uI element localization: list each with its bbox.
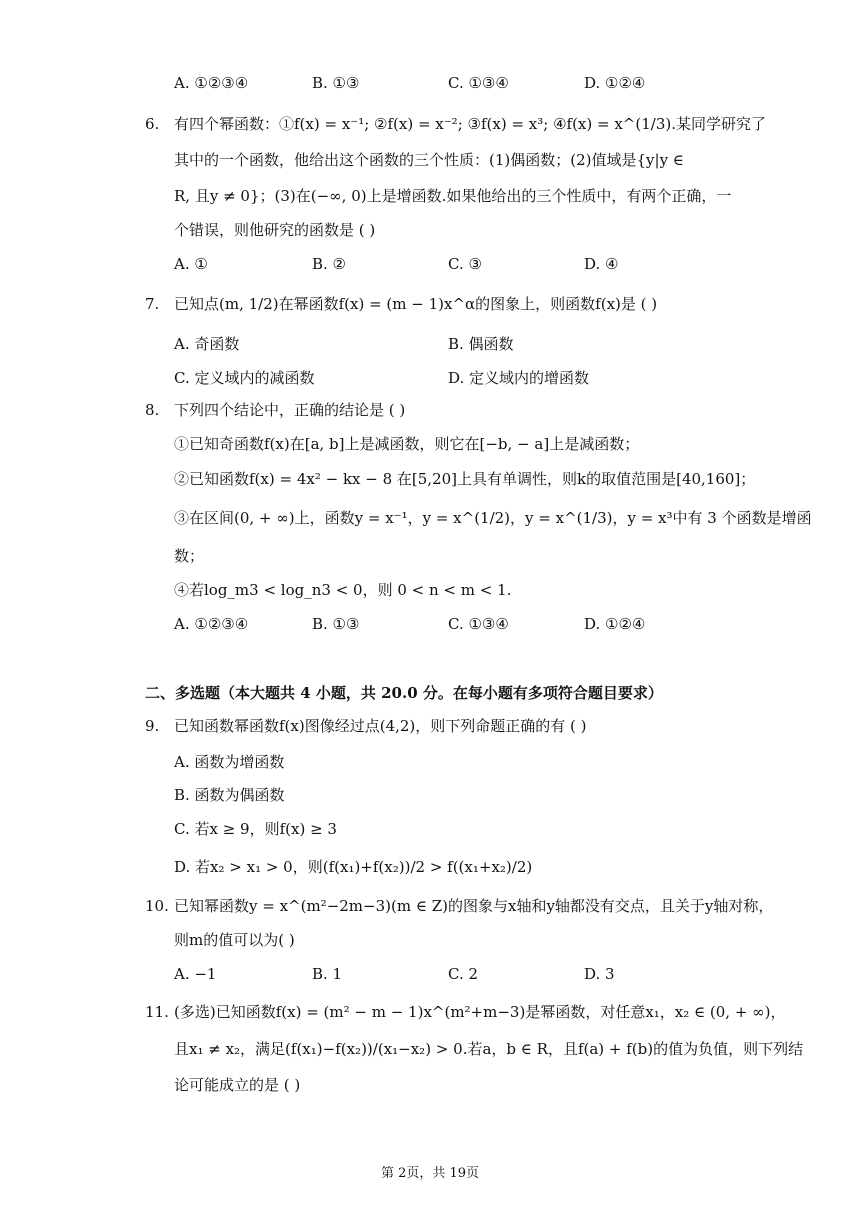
q7-option-d: D. 定义域内的增函数 [448,369,590,387]
q6-line-3: R, 且y ≠ 0}；(3)在(−∞, 0)上是增函数.如果他给出的三个性质中，有两个正确，一 [174,187,732,205]
section-heading: 二、多选题（本大题共 4 小题，共 20.0 分。在每小题有多项符合题目要求） [145,684,663,702]
q11-line-3: 论可能成立的是 ( ) [174,1076,301,1094]
q11-number: 11. [145,1003,169,1021]
q8-number: 8. [145,401,160,419]
q10-option-d: D. 3 [584,965,615,983]
q10-line-2: 则m的值可以为( ) [174,931,295,949]
q5-option-b: B. ①③ [312,74,360,92]
q8-statement-1: ①已知奇函数f(x)在[a, b]上是减函数，则它在[−b, − a]上是减函数； [174,435,640,453]
q6-option-c: C. ③ [448,255,482,273]
q8-statement-4: ④若log_m3 < log_n3 < 0，则 0 < n < m < 1. [174,581,512,599]
q10-option-c: C. 2 [448,965,479,983]
q8-line-1: 下列四个结论中，正确的结论是 ( ) [174,401,406,419]
q7-option-a: A. 奇函数 [174,335,240,353]
q8-option-a: A. ①②③④ [174,615,249,633]
q8-statement-2: ②已知函数f(x) = 4x² − kx − 8 在[5,20]上具有单调性，则k的取值范围是[40,160]； [174,470,756,488]
q6-option-d: D. ④ [584,255,619,273]
q6-option-a: A. ① [174,255,208,273]
q8-option-b: B. ①③ [312,615,360,633]
q9-line-1: 已知函数幂函数f(x)图像经过点(4,2)，则下列命题正确的有 ( ) [174,717,587,735]
q10-number: 10. [145,897,169,915]
q7-line-1: 已知点(m, 1/2)在幂函数f(x) = (m − 1)x^α的图象上，则函数f(x)是 ( ) [174,295,658,313]
q9-option-a: A. 函数为增函数 [174,753,285,771]
page-footer: 第 2页，共 19页 [380,1166,480,1181]
q10-option-a: A. −1 [174,965,217,983]
q9-option-d: D. 若x₂ > x₁ > 0，则(f(x₁)+f(x₂))/2 > f((x₁+x₂)/2) [174,858,533,876]
q6-option-b: B. ② [312,255,347,273]
q9-number: 9. [145,717,160,735]
q9-option-b: B. 函数为偶函数 [174,786,285,804]
q5-option-c: C. ①③④ [448,74,509,92]
q8-statement-3: ③在区间(0, + ∞)上，函数y = x⁻¹，y = x^(1/2)，y = x^(1/3)，y = x³中有 3 个函数是增函 [174,509,812,527]
q8-option-c: C. ①③④ [448,615,509,633]
q10-option-b: B. 1 [312,965,343,983]
q5-option-a: A. ①②③④ [174,74,249,92]
q8-statement-3-cont: 数； [174,547,205,565]
q6-line-2: 其中的一个函数，他给出这个函数的三个性质：(1)偶函数；(2)值域是{y|y ∈ [174,151,684,169]
q6-line-1: 有四个幂函数：①f(x) = x⁻¹; ②f(x) = x⁻²; ③f(x) = x³; ④f(x) = x^(1/3).某同学研究了 [174,115,766,133]
q11-line-2: 且x₁ ≠ x₂，满足(f(x₁)−f(x₂))/(x₁−x₂) > 0.若a，b ∈ R，且f(a) + f(b)的值为负值，则下列结 [174,1040,804,1058]
q7-option-c: C. 定义域内的减函数 [174,369,315,387]
q8-option-d: D. ①②④ [584,615,646,633]
q6-number: 6. [145,115,160,133]
q10-line-1: 已知幂函数y = x^(m²−2m−3)(m ∈ Z)的图象与x轴和y轴都没有交点，且关于y轴对称， [174,897,774,915]
q6-line-4: 个错误，则他研究的函数是 ( ) [174,221,376,239]
q5-option-d: D. ①②④ [584,74,646,92]
q7-option-b: B. 偶函数 [448,335,514,353]
q9-option-c: C. 若x ≥ 9，则f(x) ≥ 3 [174,820,337,838]
q11-line-1: (多选)已知函数f(x) = (m² − m − 1)x^(m²+m−3)是幂函数，对任意x₁，x₂ ∈ (0, + ∞)， [174,1003,786,1021]
q7-number: 7. [145,295,160,313]
